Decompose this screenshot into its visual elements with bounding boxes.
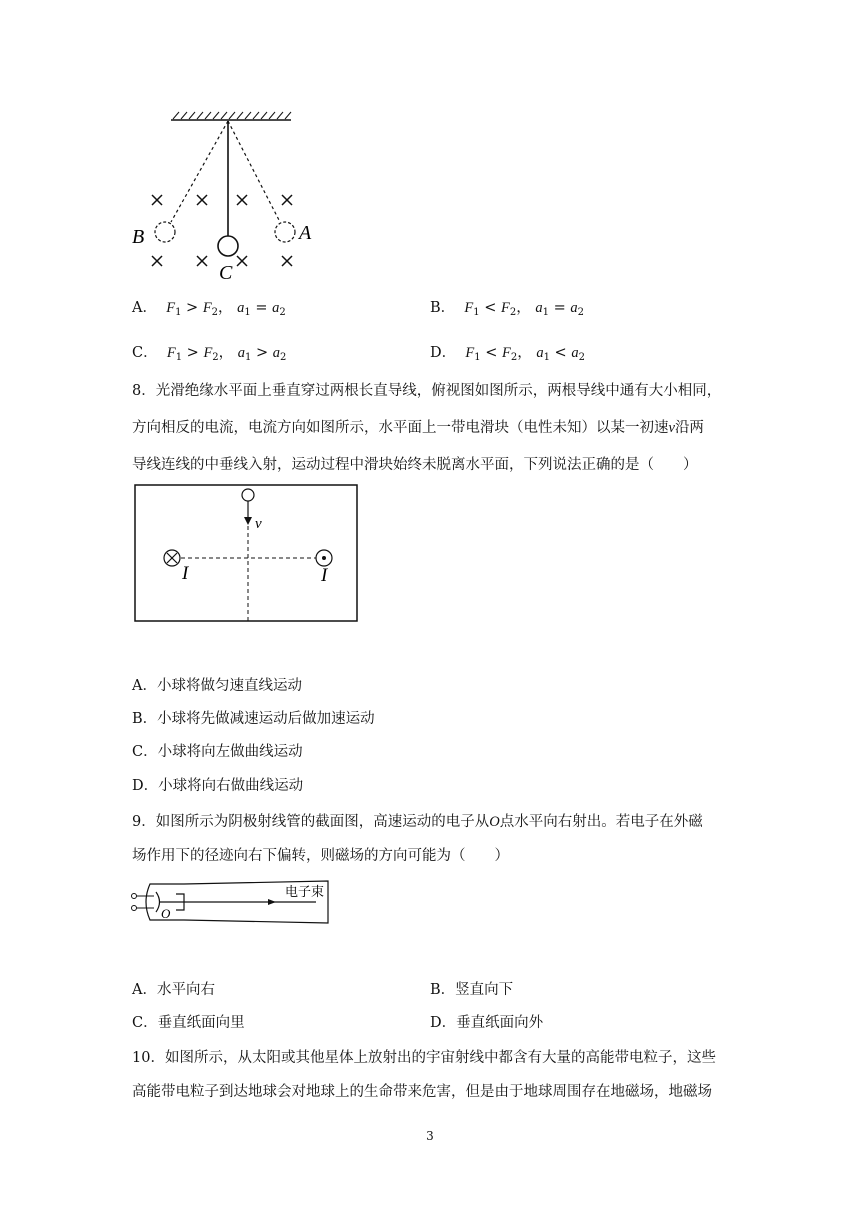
label-c: C — [219, 262, 233, 284]
bob-c — [218, 236, 238, 256]
label-b: B — [132, 226, 145, 248]
page-number: 3 — [426, 1129, 434, 1143]
pendulum-figure — [125, 108, 325, 288]
q10-stem-line-1: 10．如图所示，从太阳或其他星体上放射出的宇宙射线中都含有大量的高能带电粒子，这些 — [132, 1050, 716, 1066]
q7-option-d[interactable]: D． $F_1 < F_2$， $a_1 < a_2$ — [430, 345, 585, 363]
q9-option-c[interactable]: C．垂直纸面向里 — [132, 1015, 245, 1031]
q8-stem-line-1: 8．光滑绝缘水平面上垂直穿过两根长直导线，俯视图如图所示，两根导线中通有大小相同， — [132, 383, 722, 399]
left-current-label: I — [182, 563, 189, 584]
q8-option-b[interactable]: B．小球将先做减速运动后做加速运动 — [132, 711, 375, 727]
q10-stem-line-2: 高能带电粒子到达地球会对地球上的生命带来危害，但是由于地球周围存在地磁场，地磁场 — [132, 1084, 712, 1100]
origin-label: O — [161, 906, 171, 921]
ceiling-hatching — [173, 112, 291, 119]
label-a: A — [299, 222, 312, 244]
q8-option-c[interactable]: C．小球将向左做曲线运动 — [132, 744, 303, 760]
terminal-bottom — [132, 906, 137, 911]
q7-option-b[interactable]: B． $F_1 < F_2$， $a_1 = a_2$ — [430, 300, 584, 318]
string-a — [228, 121, 280, 222]
velocity-label: v — [255, 516, 262, 532]
right-current-label: I — [321, 565, 328, 586]
q7-option-a[interactable]: A． $F_1 > F_2$， $a_1 = a_2$ — [132, 300, 286, 318]
terminal-top — [132, 894, 137, 899]
beam-label: 电子束 — [285, 884, 325, 899]
q9-stem-line-2: 场作用下的径迹向右下偏转，则磁场的方向可能为（ ） — [132, 848, 509, 864]
bob-a — [275, 222, 295, 242]
q8-stem-line-2: 方向相反的电流，电流方向如图所示，水平面上一带电滑块（电性未知）以某一初速v沿两 — [132, 420, 704, 436]
q8-option-d[interactable]: D．小球将向右做曲线运动 — [132, 778, 304, 794]
q9-option-a[interactable]: A．水平向右 — [132, 982, 215, 998]
cathode-ray-tube-figure — [128, 880, 338, 926]
string-b — [171, 121, 228, 222]
q8-option-a[interactable]: A．小球将做匀速直线运动 — [132, 678, 302, 694]
q7-option-c[interactable]: C． $F_1 > F_2$， $a_1 > a_2$ — [132, 345, 287, 363]
magnetic-field-crosses — [152, 195, 292, 266]
wires-figure — [134, 484, 360, 624]
q9-option-b[interactable]: B．竖直向下 — [430, 982, 514, 998]
q9-option-d[interactable]: D．垂直纸面向外 — [430, 1015, 544, 1031]
cathode — [156, 892, 160, 912]
slider-ball — [242, 489, 254, 501]
q9-stem-line-1: 9．如图所示为阴极射线管的截面图，高速运动的电子从O点水平向右射出。若电子在外磁 — [132, 814, 703, 830]
velocity-arrowhead — [244, 517, 252, 525]
q8-stem-line-3: 导线连线的中垂线入射，运动过程中滑块始终未脱离水平面，下列说法正确的是（ ） — [132, 457, 698, 473]
bob-b — [155, 222, 175, 242]
beam-arrowhead — [268, 899, 276, 905]
